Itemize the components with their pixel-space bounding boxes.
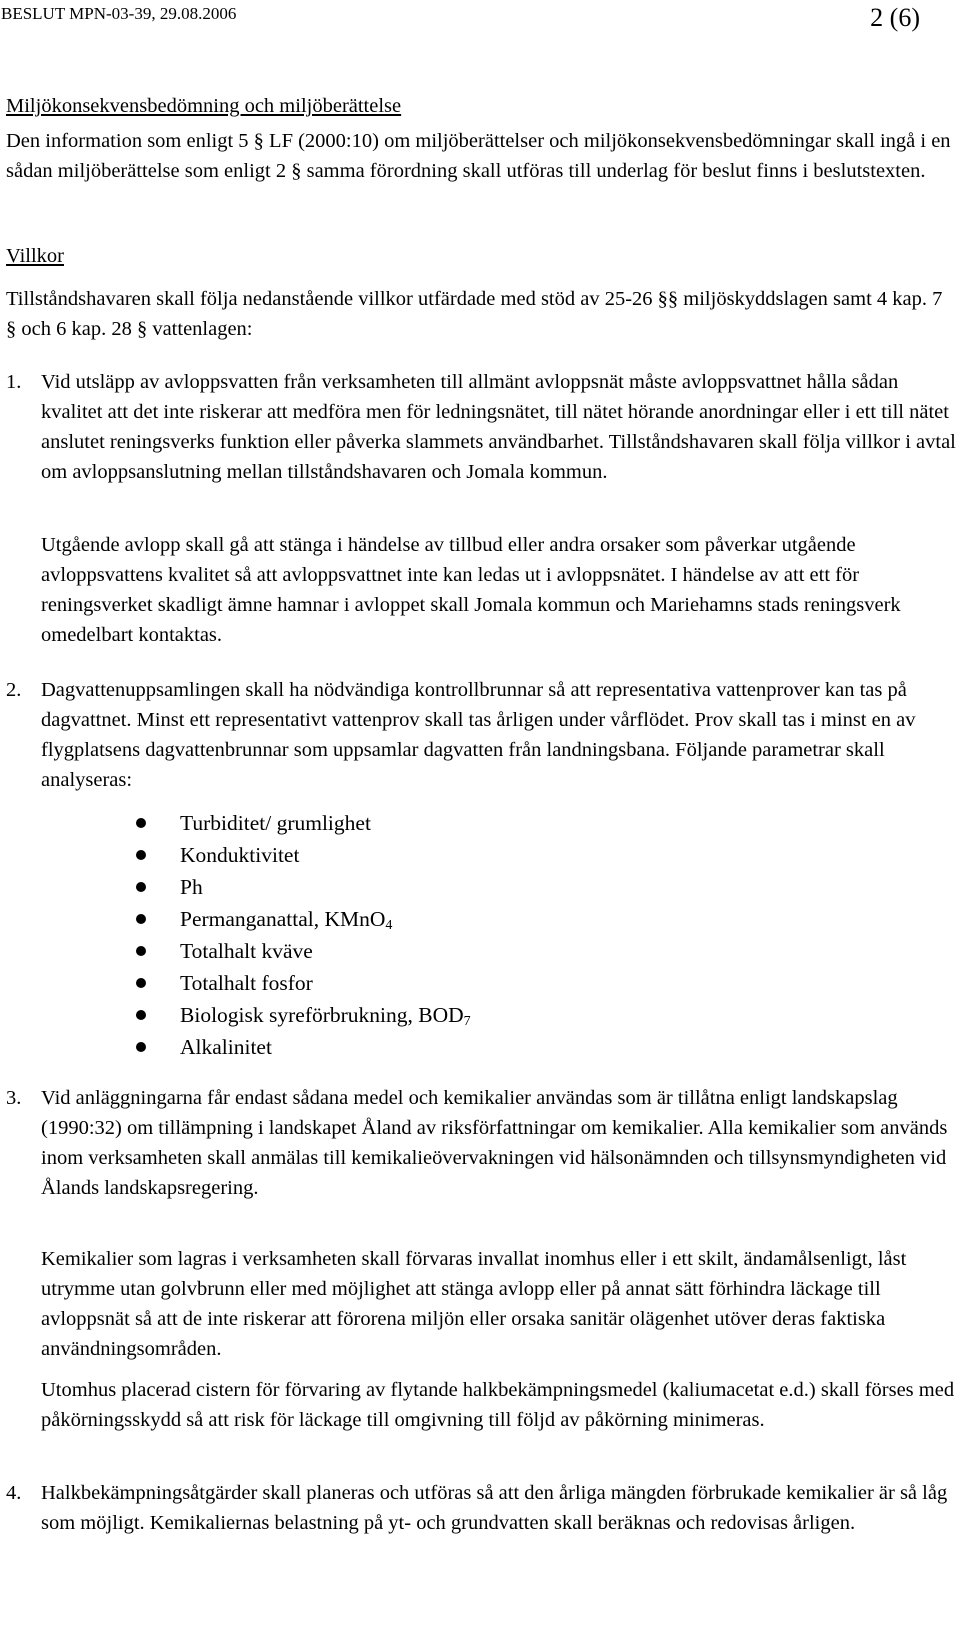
list-item	[0, 967, 960, 999]
parameter-label: Totalhalt fosfor	[180, 971, 313, 995]
parameter-label: Biologisk syreförbrukning, BOD	[180, 1003, 464, 1027]
parameter-subscript: 7	[463, 1014, 471, 1029]
condition-paragraph: Kemikalier som lagras i verksamheten skall förvaras invallat inomhus eller i ett skilt, ändamålsenligt, låst utrymme utan golvbrunn eller med möjlighet att stänga avlopp eller på annat sätt förhindra läckage till avloppsnät så att de inte riskerar att förorena miljön eller orsaka sanitär olägenhet utöver deras faktiska användningsområden.	[41, 1248, 907, 1360]
bullet-icon	[136, 1010, 146, 1020]
condition-number: 3.	[6, 1087, 22, 1109]
parameter-label: Permanganattal, KMnO	[180, 907, 386, 931]
parameter-label: Turbiditet/ grumlighet	[180, 811, 371, 835]
decision-reference: BESLUT MPN-03-39, 29.08.2006	[1, 4, 237, 23]
bullet-icon	[136, 818, 146, 828]
condition-number: 1.	[6, 371, 22, 393]
parameter-subscript: 4	[385, 918, 393, 933]
bullet-icon	[136, 978, 146, 988]
condition-paragraph: Utgående avlopp skall gå att stänga i händelse av tillbud eller andra orsaker som påverkar utgående avloppsvattens kvalitet så att avloppsvattnet inte kan ledas ut i avloppsnätet. I händelse av att ett för reningsverket skadligt ämne hamnar i avloppet skall Jomala kommun och Mariehamns stads reningsverk omedelbart kontaktas.	[41, 534, 901, 646]
condition-paragraph: Utomhus placerad cistern för förvaring av flytande halkbekämpningsmedel (kaliumacetat e.d.) skall förses med påkörningsskydd så att risk för läckage till omgivning till följd av påkörning minimeras.	[41, 1379, 955, 1431]
parameter-label: Konduktivitet	[180, 843, 300, 867]
list-item	[0, 903, 960, 935]
bullet-icon	[136, 882, 146, 892]
condition-paragraph: Vid utsläpp av avloppsvatten från verksamheten till allmänt avloppsnät måste avloppsvattnet hålla sådan kvalitet att det inte riskerar att medföra men för ledningsnätet, till nätet hörande anordningar eller i ett till nätet anslutet reningsverks funktion eller påverka slammets användbarhet. Tillståndshavaren skall följa villkor i avtal om avloppsanslutning mellan tillståndshavaren och Jomala kommun.	[41, 371, 956, 483]
list-item	[0, 807, 960, 839]
bullet-icon	[136, 1042, 146, 1052]
list-item	[0, 871, 960, 903]
list-item	[0, 1031, 960, 1063]
bullet-icon	[136, 946, 146, 956]
page-header	[0, 0, 960, 30]
parameter-label: Ph	[180, 875, 203, 899]
list-item	[0, 839, 960, 871]
conditions-intro: Tillståndshavaren skall följa nedanstående villkor utfärdade med stöd av 25-26 §§ miljöskyddslagen samt 4 kap. 7 § och 6 kap. 28 § vattenlagen:	[6, 288, 943, 340]
list-item	[0, 999, 960, 1031]
heading-environmental-assessment: Miljökonsekvensbedömning och miljöberättelse	[6, 95, 402, 117]
condition-number: 2.	[6, 679, 22, 701]
list-item	[0, 935, 960, 967]
parameter-label: Totalhalt kväve	[180, 939, 313, 963]
environmental-assessment-paragraph: Den information som enligt 5 § LF (2000:10) om miljöberättelser och miljökonsekvensbedömningar skall ingå i en sådan miljöberättelse som enligt 2 § samma förordning skall utföras till underlag för beslut finns i beslutstexten.	[6, 130, 951, 182]
bullet-icon	[136, 914, 146, 924]
bullet-icon	[136, 850, 146, 860]
condition-paragraph: Dagvattenuppsamlingen skall ha nödvändiga kontrollbrunnar så att representativa vattenprover kan tas på dagvattnet. Minst ett representativt vattenprov skall tas årligen under vårflödet. Prov skall tas i minst en av flygplatsens dagvattenbrunnar som uppsamlar dagvatten från landningsbana. Följande parametrar skall analyseras:	[41, 679, 916, 791]
condition-number: 4.	[6, 1482, 22, 1504]
parameter-label: Alkalinitet	[180, 1035, 272, 1059]
condition-paragraph: Halkbekämpningsåtgärder skall planeras och utföras så att den årliga mängden förbrukade kemikalier är så låg som möjligt. Kemikaliernas belastning på yt- och grundvatten skall beräknas och redovisas årligen.	[41, 1482, 948, 1534]
page-number: 2 (6)	[870, 3, 920, 32]
heading-conditions: Villkor	[6, 245, 64, 267]
condition-paragraph: Vid anläggningarna får endast sådana medel och kemikalier användas som är tillåtna enligt landskapslag (1990:32) om tillämpning i landskapet Åland av riksförfattningar om kemikalier. Alla kemikalier som används inom verksamheten skall anmälas till kemikalieövervakningen vid hälsonämnden och tillsynsmyndigheten vid Ålands landskapsregering.	[41, 1087, 948, 1199]
